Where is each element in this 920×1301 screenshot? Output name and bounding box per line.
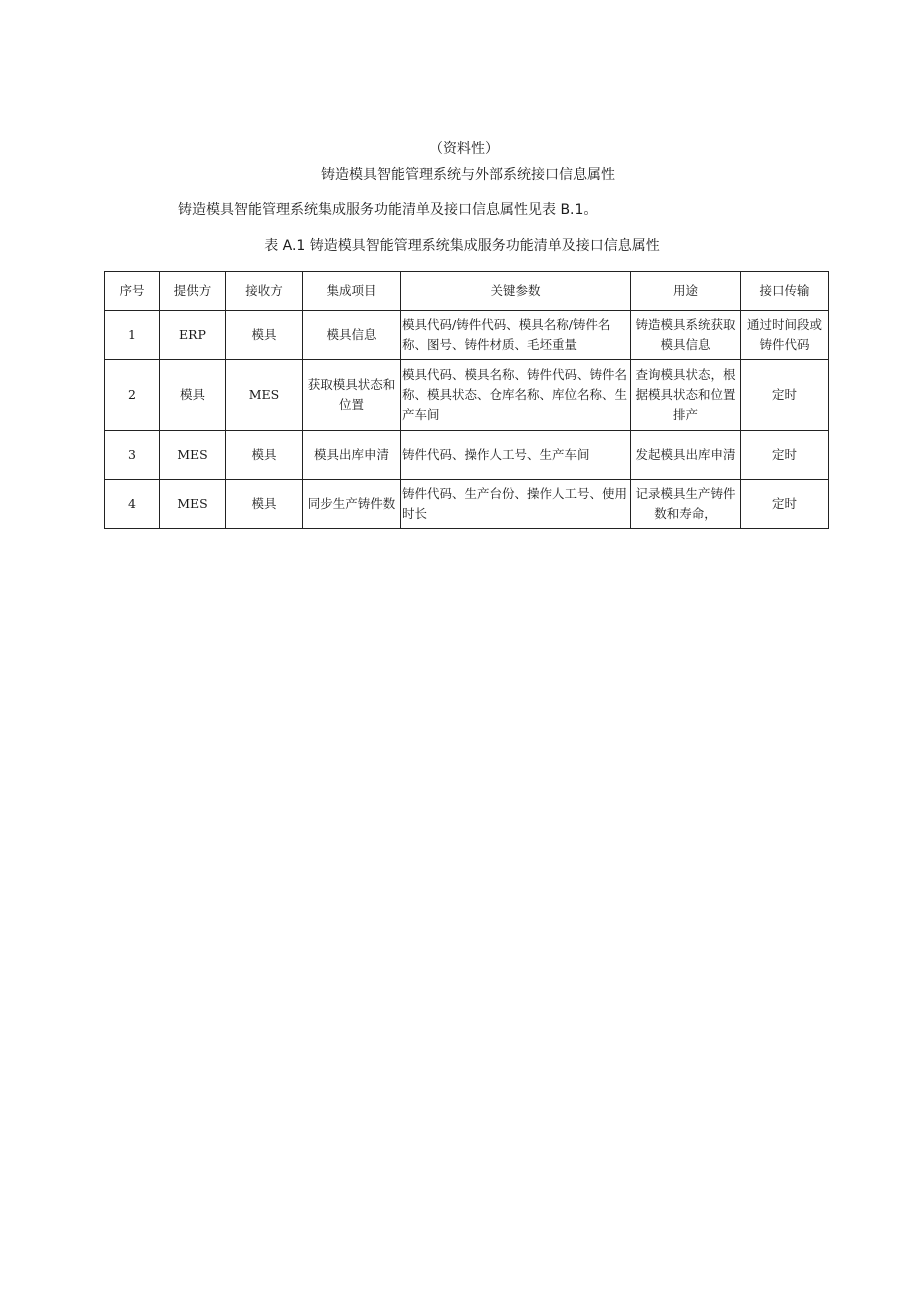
- cell-item: 获取模具状态和位置: [303, 360, 401, 431]
- cell-transfer: 定时: [741, 360, 829, 431]
- cell-provider: MES: [160, 480, 226, 529]
- header-cell-receiver: 接收方: [226, 272, 303, 311]
- cell-item: 模具出库申清: [303, 431, 401, 480]
- cell-transfer: 定时: [741, 480, 829, 529]
- cell-no: 2: [105, 360, 160, 431]
- interface-table: [104, 271, 829, 529]
- cell-no: 3: [105, 431, 160, 480]
- table-row: [105, 431, 829, 480]
- cell-provider: 模具: [160, 360, 226, 431]
- header-cell-params: 关键参数: [401, 272, 631, 311]
- annex-title: 铸造模具智能管理系统与外部系统接口信息属性: [321, 167, 615, 183]
- cell-purpose: 记录模具生产铸件数和寿命，: [631, 480, 741, 529]
- header-cell-purpose: 用途: [631, 272, 741, 311]
- cell-params: 铸件代码、操作人工号、生产车间: [401, 431, 631, 480]
- table-row: [105, 480, 829, 529]
- table-row: [105, 360, 829, 431]
- cell-item: 模具信息: [303, 311, 401, 360]
- cell-provider: ERP: [160, 311, 226, 360]
- cell-params: 铸件代码、生产台份、操作人工号、使用时长: [401, 480, 631, 529]
- annex-label: （资料性）: [429, 141, 499, 157]
- cell-transfer: 定时: [741, 431, 829, 480]
- cell-receiver: MES: [226, 360, 303, 431]
- header-cell-item: 集成项目: [303, 272, 401, 311]
- table-header-row: [105, 272, 829, 311]
- cell-purpose: 查询模具状态，根据模具状态和位置排产: [631, 360, 741, 431]
- table-caption: 表 A.1 铸造模具智能管理系统集成服务功能清单及接口信息属性: [264, 238, 660, 254]
- cell-receiver: 模具: [226, 431, 303, 480]
- cell-receiver: 模具: [226, 480, 303, 529]
- cell-transfer: 通过时间段或铸件代码: [741, 311, 829, 360]
- header-cell-provider: 提供方: [160, 272, 226, 311]
- cell-receiver: 模具: [226, 311, 303, 360]
- header-cell-transfer: 接口传输: [741, 272, 829, 311]
- table-row: [105, 311, 829, 360]
- cell-provider: MES: [160, 431, 226, 480]
- header-cell-no: 序号: [105, 272, 160, 311]
- cell-purpose: 铸造模具系统获取模具信息: [631, 311, 741, 360]
- intro-paragraph: 铸造模具智能管理系统集成服务功能清单及接口信息属性见表 B.1。: [178, 202, 598, 218]
- cell-params: 模具代码/铸件代码、模具名称/铸件名称、图号、铸件材质、毛坯重量: [401, 311, 631, 360]
- cell-purpose: 发起模具出库申清: [631, 431, 741, 480]
- cell-no: 4: [105, 480, 160, 529]
- cell-params: 模具代码、模具名称、铸件代码、铸件名称、模具状态、仓库名称、库位名称、生产车间: [401, 360, 631, 431]
- cell-no: 1: [105, 311, 160, 360]
- cell-item: 同步生产铸件数: [303, 480, 401, 529]
